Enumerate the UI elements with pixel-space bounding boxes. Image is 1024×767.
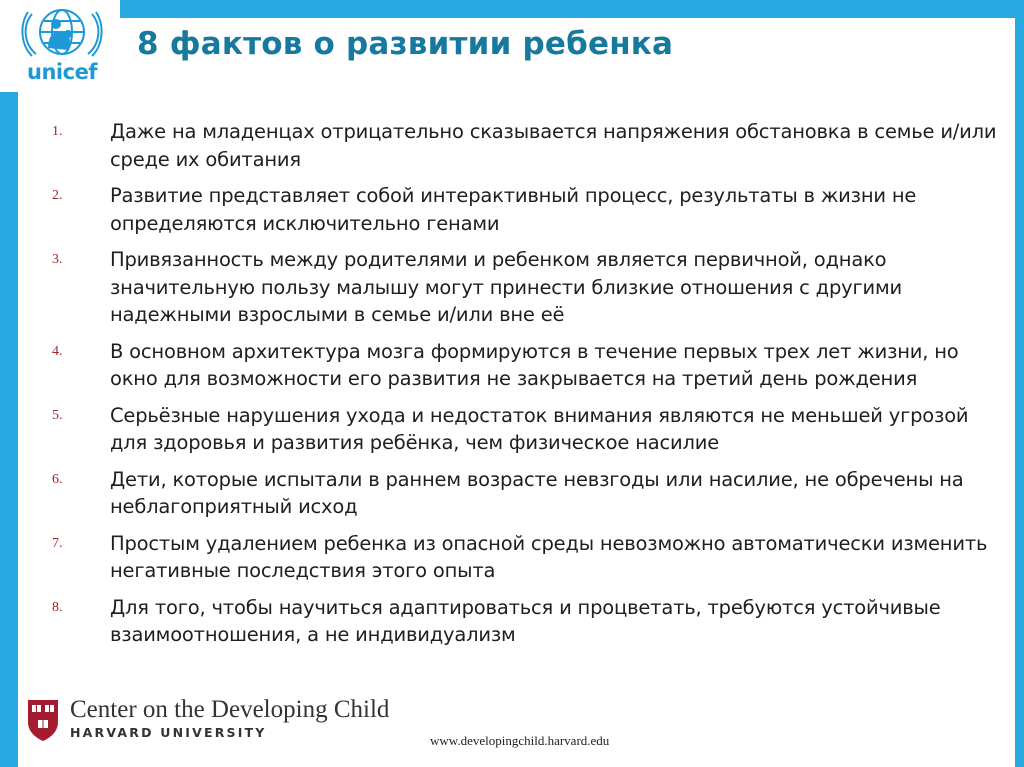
slide-frame-top	[0, 0, 1024, 18]
fact-item	[52, 118, 1002, 173]
facts-list	[52, 118, 1002, 658]
fact-text: Привязанность между родителями и ребенком является первичной, однако значительную пользу малышу могут принести близкие отношения с другими надежными взрослыми в семье и/или вне её	[110, 248, 902, 326]
logo-box	[0, 0, 120, 92]
center-name: Center on the Developing Child	[70, 696, 390, 723]
fact-item	[52, 182, 1002, 237]
fact-number: 4.	[52, 343, 63, 359]
fact-item	[52, 530, 1002, 585]
fact-text: Серьёзные нарушения ухода и недостаток внимания являются не меньшей угрозой для здоровья и развития ребёнка, чем физическое насилие	[110, 403, 969, 454]
unicef-logo	[18, 4, 106, 88]
fact-number: 6.	[52, 471, 63, 487]
fact-text: Развитие представляет собой интерактивный процесс, результаты в жизни не определяются исключительно генами	[110, 184, 917, 235]
fact-text: Даже на младенцах отрицательно сказывается напряжения обстановка в семье и/или среде их обитания	[110, 120, 997, 171]
fact-number: 3.	[52, 252, 63, 267]
fact-item	[52, 246, 1002, 329]
unicef-globe-icon	[18, 4, 106, 62]
fact-item	[52, 402, 1002, 457]
fact-number: 1.	[52, 124, 63, 139]
harvard-shield-icon	[26, 698, 60, 742]
fact-item	[52, 466, 1002, 521]
fact-number: 2.	[52, 188, 63, 203]
slide-title: 8 фактов о развитии ребенка	[137, 26, 674, 62]
fact-item	[52, 338, 1002, 393]
fact-text: Дети, которые испытали в раннем возрасте невзгоды или насилие, не обречены на неблагоприятный исход	[110, 467, 964, 518]
fact-number: 5.	[52, 407, 63, 423]
unicef-logo-text: unicef	[27, 60, 97, 84]
slide-frame-left	[0, 92, 18, 767]
university-name: HARVARD UNIVERSITY	[70, 725, 267, 740]
slide-frame-right	[1015, 0, 1024, 767]
fact-number: 7.	[52, 535, 63, 551]
fact-text: Для того, чтобы научиться адаптироваться и процветать, требуются устойчивые взаимоотношения, а не индивидуализм	[110, 595, 941, 646]
source-url: www.developingchild.harvard.edu	[430, 733, 610, 748]
fact-item	[52, 594, 1002, 649]
fact-number: 8.	[52, 599, 63, 615]
fact-text: В основном архитектура мозга формируются в течение первых трех лет жизни, но окно для возможности его развития не закрывается на третий день рождения	[110, 339, 959, 390]
fact-text: Простым удалением ребенка из опасной среды невозможно автоматически изменить негативные последствия этого опыта	[110, 531, 988, 582]
